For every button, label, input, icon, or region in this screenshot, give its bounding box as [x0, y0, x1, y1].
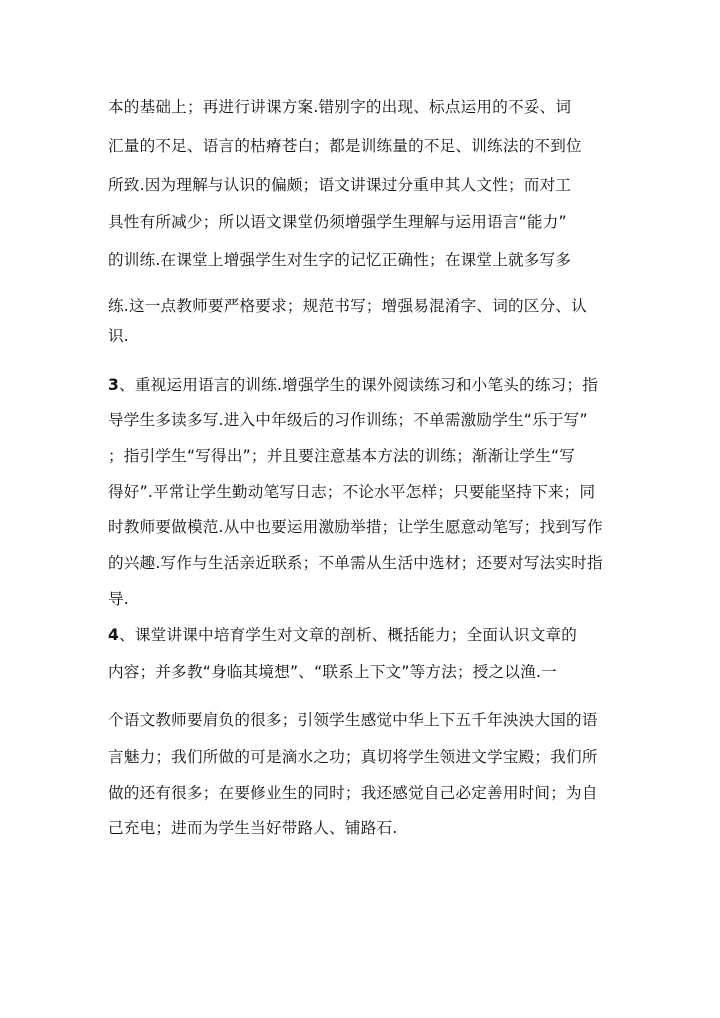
- item-4-line: 内容；并多教“身临其境想”、“联系上下文”等方法；授之以渔.一: [108, 663, 557, 681]
- item-3-line: 导.: [108, 590, 129, 608]
- paragraph-1-line: 的训练.在课堂上增强学生对生字的记忆正确性；在课堂上就多写多: [108, 251, 572, 269]
- item-3-line: 的兴趣.写作与生活亲近联系；不单需从生活中选材；还要对写法实时指: [108, 554, 603, 572]
- item-3-text: 、重视运用语言的训练.增强学生的课外阅读练习和小笔头的练习；指: [119, 376, 599, 394]
- final-paragraph-line: 己充电；进而为学生当好带路人、铺路石.: [108, 819, 398, 837]
- item-4-line: [108, 625, 577, 645]
- paragraph-1-line: 识.: [108, 327, 129, 345]
- item-3-number: 3: [108, 376, 120, 394]
- paragraph-1-line: 具性有所减少；所以语文课堂仍须增强学生理解与运用语言“能力”: [108, 213, 567, 231]
- paragraph-1-line: 所致.因为理解与认识的偏颇；语文讲课过分重申其人文性；而对工: [108, 176, 572, 194]
- item-3-line: 时教师要做模范.从中也要运用激励举措；让学生愿意动笔写；找到写作: [108, 518, 603, 536]
- paragraph-1-line: 本的基础上；再进行讲课方案.错别字的出现、标点运用的不妥、词: [108, 98, 572, 116]
- item-4-text: 、课堂讲课中培育学生对文章的剖析、概括能力；全面认识文章的: [119, 626, 578, 644]
- item-4-number: 4: [108, 626, 120, 644]
- item-3-line: 导学生多读多写.进入中年级后的习作训练；不单需激励学生“乐于写”: [108, 411, 588, 429]
- final-paragraph-line: 个语文教师要肩负的很多；引领学生感觉中华上下五千年泱泱大国的语: [108, 711, 598, 729]
- item-3-line: [108, 375, 598, 395]
- paragraph-1-line: 汇量的不足、语言的枯瘠苍白；都是训练量的不足、训练法的不到位: [108, 137, 582, 155]
- paragraph-1-line: 练.这一点教师要严格要求；规范书写；增强易混淆字、词的区分、认: [108, 297, 587, 315]
- final-paragraph-line: 言魅力；我们所做的可是滴水之功；真切将学生领进文学宝殿；我们所: [108, 748, 598, 766]
- item-3-line: 得好”.平常让学生勤动笔写日志；不论水平怎样；只要能坚持下来；同: [108, 483, 596, 501]
- final-paragraph-line: 做的还有很多；在要修业生的同时；我还感觉自己必定善用时间；为自: [108, 784, 598, 802]
- item-3-line: ；指引学生“写得出”；并且要注意基本方法的训练；渐渐让学生“写: [108, 447, 576, 465]
